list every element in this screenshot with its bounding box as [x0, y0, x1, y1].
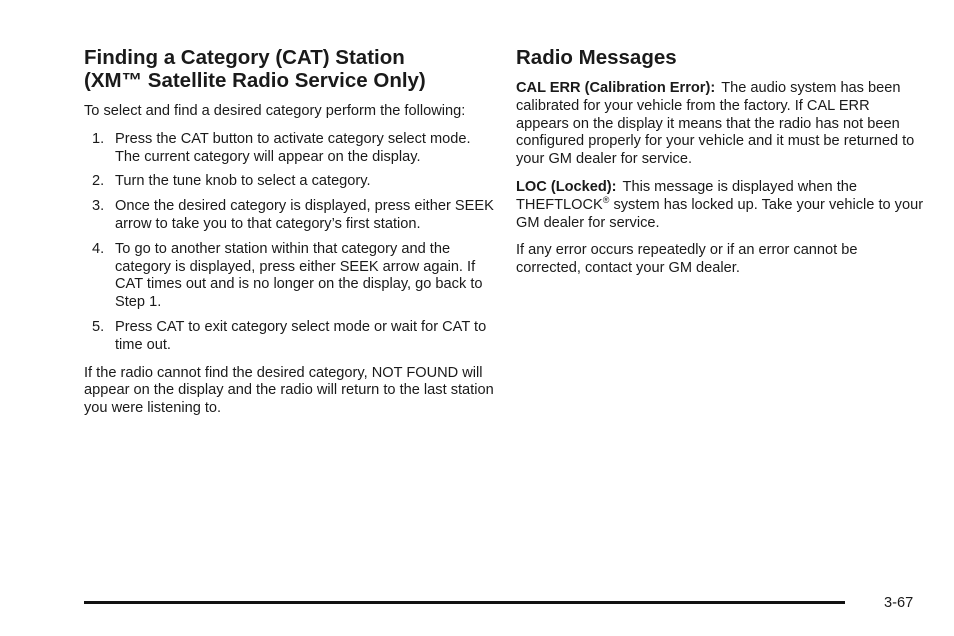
list-item — [84, 319, 494, 355]
title-line-1: Finding a Category (CAT) Station — [84, 46, 405, 69]
steps-list — [84, 131, 494, 355]
list-item — [84, 173, 494, 191]
left-column — [84, 46, 494, 428]
list-item — [84, 198, 494, 234]
cal-err-term: CAL ERR (Calibration Error): — [516, 80, 716, 96]
title-line-2: (XM™ Satellite Radio Service Only) — [84, 69, 426, 92]
loc-text-after: system has locked up. Take your vehicle to your GM dealer for service. — [516, 196, 924, 231]
step-number: 4. — [92, 240, 105, 257]
error-paragraph: If any error occurs repeatedly or if an error cannot be corrected, contact your GM dealer. — [516, 242, 858, 277]
footer-rule — [84, 601, 845, 604]
page-number: 3-67 — [884, 595, 914, 611]
intro-paragraph: To select and find a desired category perform the following: — [84, 103, 466, 119]
section-title-cat-station — [84, 46, 494, 92]
list-item — [84, 131, 494, 167]
step-text: To go to another station within that category and the category is displayed, press either SEEK arrow again. If CAT times out and is no longer on the display, go back to Step 1. — [115, 240, 483, 311]
cal-err-text: The audio system has been calibrated for your vehicle from the factory. If CAL ERR appears on the display it means that the radio has not been configured properly for your vehicle and it must be returned to your GM dealer for service. — [516, 80, 915, 168]
registered-mark: ® — [602, 194, 610, 205]
right-column — [516, 46, 926, 288]
closing-paragraph: If the radio cannot find the desired category, NOT FOUND will appear on the display and the radio will return to the last station you were listening to. — [84, 364, 494, 417]
step-number: 1. — [92, 130, 105, 147]
cal-err-paragraph — [516, 80, 926, 169]
step-text: Turn the tune knob to select a category. — [115, 173, 371, 190]
step-number: 3. — [92, 198, 105, 215]
step-number: 5. — [92, 318, 105, 335]
step-text: Once the desired category is displayed, press either SEEK arrow to take you to that category’s first station. — [115, 198, 494, 232]
step-number: 2. — [92, 173, 105, 190]
loc-term: LOC (Locked): — [516, 178, 617, 195]
loc-paragraph — [516, 179, 926, 232]
list-item — [84, 241, 494, 312]
loc-text-before: This message is displayed when the THEFTLOCK — [516, 178, 857, 213]
step-text: Press the CAT button to activate category select mode. The current category will appear on the display. — [115, 130, 471, 165]
step-text: Press CAT to exit category select mode or wait for CAT to time out. — [115, 318, 487, 353]
section-title-radio-messages: Radio Messages — [516, 46, 677, 69]
